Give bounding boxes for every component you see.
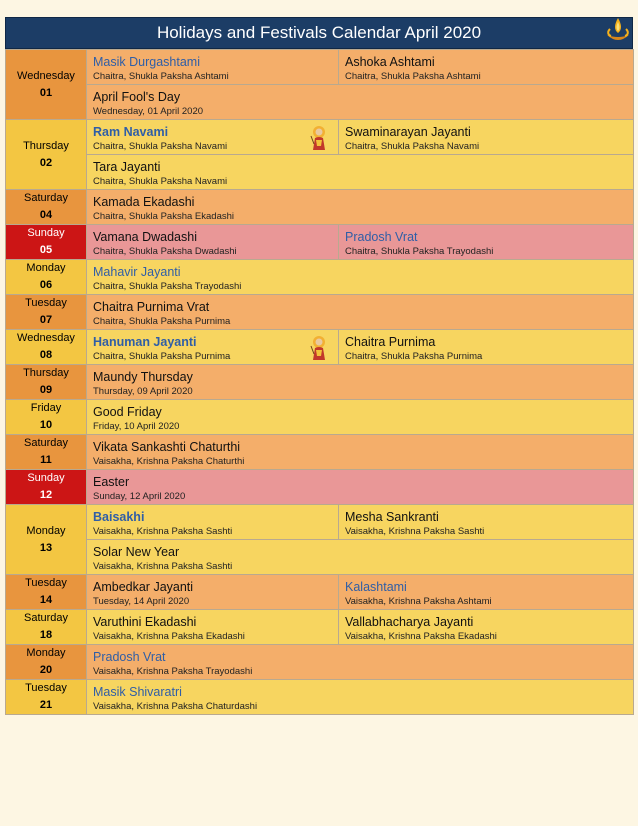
hanuman-deity-icon: [308, 334, 330, 360]
event-cell: [339, 330, 634, 365]
event-name: Vamana Dwadashi: [93, 229, 197, 244]
calendar-row: [6, 400, 634, 435]
calendar-row: [6, 540, 634, 575]
event-description: Chaitra, Shukla Paksha Navami: [93, 175, 228, 187]
calendar-row: [6, 120, 634, 155]
event-description: Chaitra, Shukla Paksha Trayodashi: [93, 280, 242, 292]
event-cell: [87, 190, 634, 225]
event-cell: [339, 225, 634, 260]
event-name[interactable]: Pradosh Vrat: [93, 649, 166, 664]
event-cell: [87, 470, 634, 505]
event-description: Wednesday, 01 April 2020: [93, 105, 204, 117]
event-description: Chaitra, Shukla Paksha Ashtami: [345, 70, 481, 82]
event-description: Chaitra, Shukla Paksha Trayodashi: [345, 245, 494, 257]
day-cell: [6, 470, 87, 505]
day-cell: [6, 50, 87, 120]
day-cell: [6, 680, 87, 715]
event-cell: [87, 225, 339, 260]
date-number: 07: [39, 314, 53, 326]
date-number: 10: [39, 419, 53, 431]
event-name: Easter: [93, 474, 130, 489]
event-cell: [87, 680, 634, 715]
rama-deity-icon: [308, 124, 330, 150]
day-cell: [6, 365, 87, 400]
calendar-row: [6, 225, 634, 260]
event-name[interactable]: Hanuman Jayanti: [93, 334, 197, 349]
event-name: Mesha Sankranti: [345, 509, 439, 524]
event-description: Vaisakha, Krishna Paksha Ekadashi: [93, 630, 245, 642]
event-name[interactable]: Baisakhi: [93, 509, 145, 524]
weekday-label: Saturday: [23, 612, 69, 624]
event-name: Solar New Year: [93, 544, 180, 559]
calendar-row: [6, 365, 634, 400]
event-name: Ashoka Ashtami: [345, 54, 435, 69]
event-description: Vaisakha, Krishna Paksha Ekadashi: [345, 630, 497, 642]
event-cell: [87, 85, 634, 120]
day-cell: [6, 225, 87, 260]
event-cell: [87, 120, 339, 155]
event-description: Chaitra, Shukla Paksha Ashtami: [93, 70, 229, 82]
date-number: 09: [39, 384, 53, 396]
day-cell: [6, 575, 87, 610]
event-description: Chaitra, Shukla Paksha Navami: [93, 140, 228, 152]
date-number: 21: [39, 699, 53, 711]
weekday-label: Thursday: [23, 367, 69, 379]
event-cell: [87, 435, 634, 470]
calendar-table: [5, 49, 634, 715]
day-cell: [6, 400, 87, 435]
day-cell: [6, 190, 87, 225]
event-name[interactable]: Ram Navami: [93, 124, 169, 139]
calendar-row: [6, 295, 634, 330]
day-cell: [6, 505, 87, 575]
calendar-row: [6, 155, 634, 190]
event-name: Tara Jayanti: [93, 159, 161, 174]
event-cell: [87, 645, 634, 680]
event-description: Thursday, 09 April 2020: [93, 385, 193, 397]
event-name: Kamada Ekadashi: [93, 194, 195, 209]
event-cell: [339, 50, 634, 85]
event-description: Friday, 10 April 2020: [93, 420, 180, 432]
calendar-row: [6, 575, 634, 610]
event-name: Chaitra Purnima: [345, 334, 436, 349]
calendar-row: [6, 435, 634, 470]
calendar-row: [6, 190, 634, 225]
event-name: Varuthini Ekadashi: [93, 614, 197, 629]
event-name: Ambedkar Jayanti: [93, 579, 194, 594]
date-number: 08: [39, 349, 53, 361]
date-number: 01: [39, 86, 53, 99]
day-cell: [6, 435, 87, 470]
weekday-label: Friday: [30, 402, 62, 414]
weekday-label: Tuesday: [25, 297, 67, 309]
weekday-label: Monday: [26, 524, 66, 537]
event-description: Tuesday, 14 April 2020: [93, 595, 190, 607]
date-number: 12: [39, 489, 53, 501]
weekday-label: Wednesday: [17, 69, 75, 82]
calendar-row: [6, 470, 634, 505]
weekday-label: Thursday: [23, 139, 69, 152]
event-cell: [339, 505, 634, 540]
event-name: Maundy Thursday: [93, 369, 193, 384]
day-cell: [6, 295, 87, 330]
event-cell: [87, 610, 339, 645]
event-name: Swaminarayan Jayanti: [345, 124, 471, 139]
weekday-label: Saturday: [23, 192, 69, 204]
event-cell: [87, 505, 339, 540]
event-description: Vaisakha, Krishna Paksha Sashti: [93, 560, 233, 572]
calendar-row: [6, 610, 634, 645]
date-number: 06: [39, 279, 53, 291]
date-number: 20: [39, 664, 53, 676]
event-description: Sunday, 12 April 2020: [93, 490, 186, 502]
event-name[interactable]: Kalashtami: [345, 579, 407, 594]
event-description: Vaisakha, Krishna Paksha Chaturthi: [93, 455, 245, 467]
event-cell: [339, 575, 634, 610]
weekday-label: Monday: [26, 262, 66, 274]
event-name: Chaitra Purnima Vrat: [93, 299, 210, 314]
day-cell: [6, 330, 87, 365]
calendar-row: [6, 330, 634, 365]
diya-lamp-icon: [604, 16, 632, 46]
calendar-row: [6, 85, 634, 120]
event-cell: [339, 610, 634, 645]
date-number: 02: [39, 156, 53, 169]
event-description: Chaitra, Shukla Paksha Purnima: [345, 350, 483, 362]
event-description: Chaitra, Shukla Paksha Purnima: [93, 350, 231, 362]
event-name: Vikata Sankashti Chaturthi: [93, 439, 241, 454]
date-number: 11: [40, 454, 52, 466]
date-number: 13: [39, 541, 53, 554]
event-name[interactable]: Masik Durgashtami: [93, 54, 200, 69]
date-number: 14: [39, 594, 53, 606]
event-cell: [87, 330, 339, 365]
event-name[interactable]: Mahavir Jayanti: [93, 264, 181, 279]
event-cell: [87, 400, 634, 435]
event-description: Chaitra, Shukla Paksha Ekadashi: [93, 210, 234, 222]
weekday-label: Monday: [26, 647, 66, 659]
event-cell: [87, 365, 634, 400]
day-cell: [6, 610, 87, 645]
date-number: 05: [39, 244, 53, 256]
weekday-label: Wednesday: [17, 332, 75, 344]
date-number: 18: [39, 629, 53, 641]
event-cell: [87, 155, 634, 190]
event-name[interactable]: Pradosh Vrat: [345, 229, 418, 244]
calendar-title: Holidays and Festivals Calendar April 2020: [5, 17, 633, 49]
date-number: 04: [39, 209, 53, 221]
event-name: Vallabhacharya Jayanti: [345, 614, 474, 629]
weekday-label: Saturday: [23, 437, 69, 449]
event-cell: [87, 575, 339, 610]
day-cell: [6, 645, 87, 680]
calendar-row: [6, 50, 634, 85]
weekday-label: Sunday: [27, 472, 65, 484]
calendar-row: [6, 680, 634, 715]
event-description: Chaitra, Shukla Paksha Navami: [345, 140, 480, 152]
event-cell: [87, 540, 634, 575]
event-description: Vaisakha, Krishna Paksha Sashti: [93, 525, 233, 537]
event-cell: [87, 50, 339, 85]
event-description: Chaitra, Shukla Paksha Dwadashi: [93, 245, 237, 257]
weekday-label: Tuesday: [25, 682, 67, 694]
event-description: Vaisakha, Krishna Paksha Sashti: [345, 525, 485, 537]
event-name: Good Friday: [93, 404, 162, 419]
calendar-row: [6, 260, 634, 295]
day-cell: [6, 260, 87, 295]
weekday-label: Tuesday: [25, 577, 67, 589]
event-name: April Fool's Day: [93, 89, 181, 104]
calendar-row: [6, 645, 634, 680]
event-cell: [339, 120, 634, 155]
event-description: Vaisakha, Krishna Paksha Ashtami: [345, 595, 492, 607]
event-cell: [87, 260, 634, 295]
day-cell: [6, 120, 87, 190]
event-name[interactable]: Masik Shivaratri: [93, 684, 182, 699]
event-description: Chaitra, Shukla Paksha Purnima: [93, 315, 231, 327]
calendar-row: [6, 505, 634, 540]
event-description: Vaisakha, Krishna Paksha Chaturdashi: [93, 700, 258, 712]
weekday-label: Sunday: [27, 227, 65, 239]
event-cell: [87, 295, 634, 330]
event-description: Vaisakha, Krishna Paksha Trayodashi: [93, 665, 253, 677]
